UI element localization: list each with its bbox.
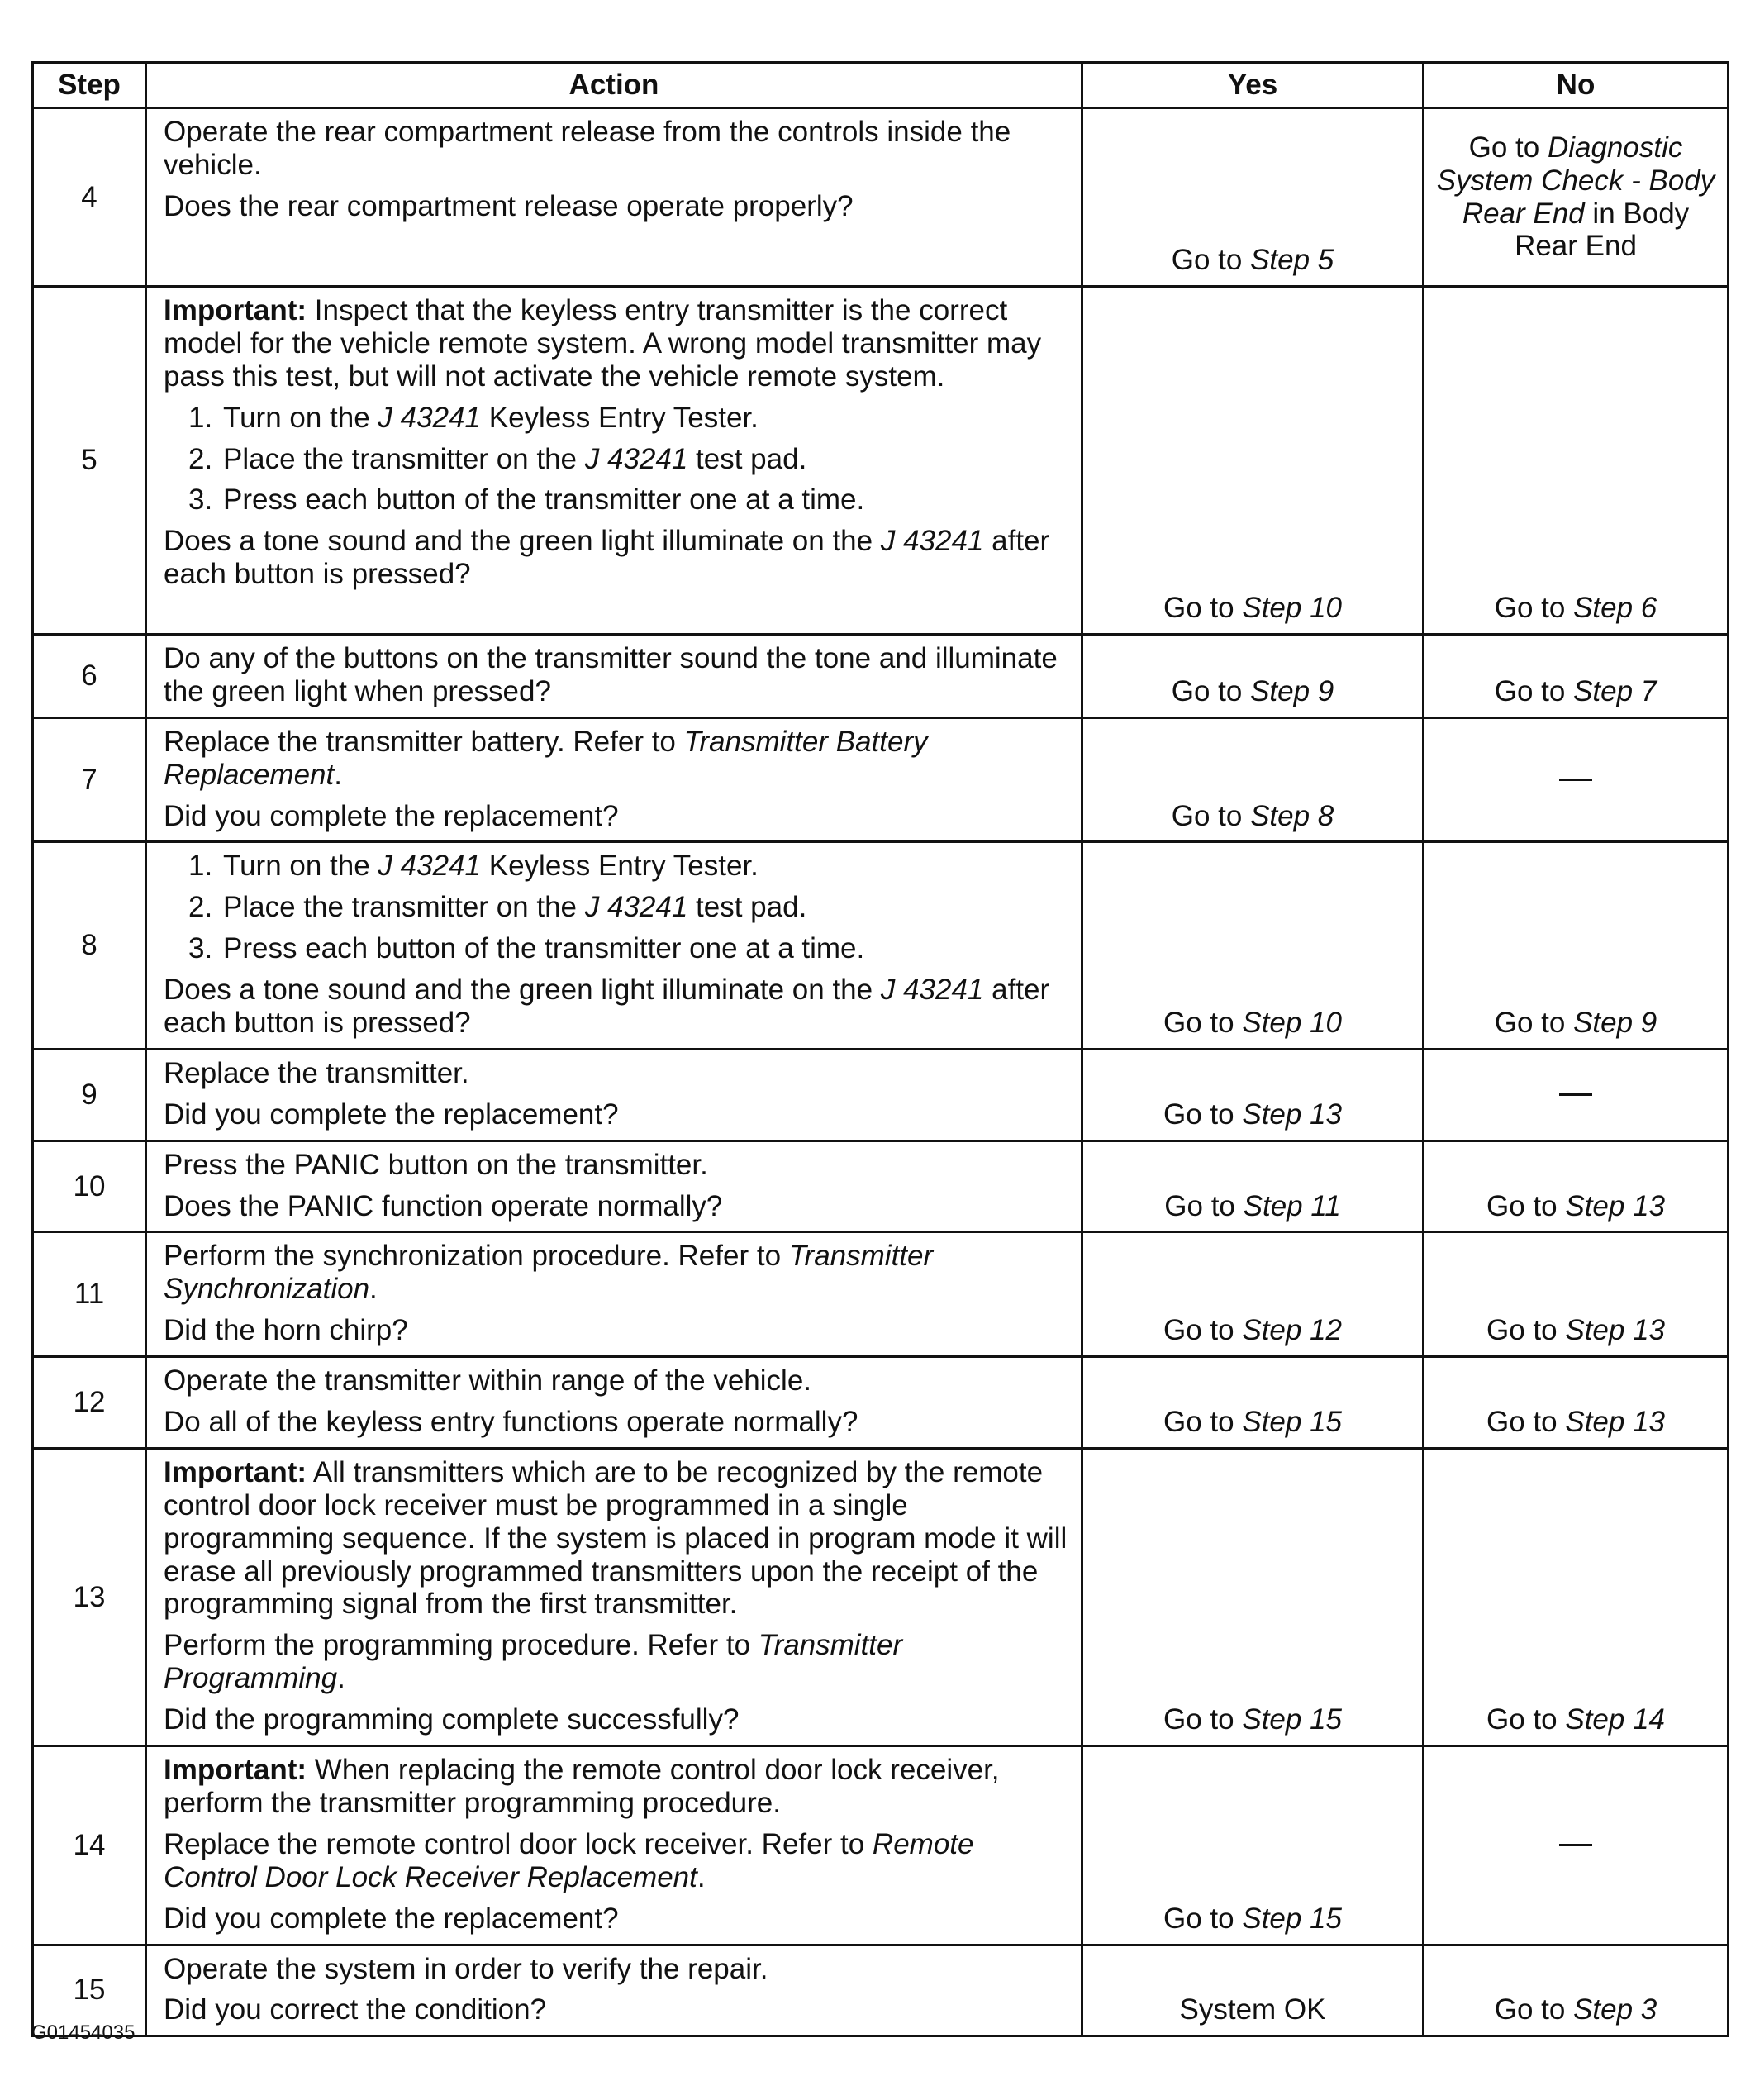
important-note — [164, 1456, 1069, 1621]
procedure-link[interactable]: Transmitter Programming — [164, 1629, 903, 1695]
action-question: Did the horn chirp? — [164, 1314, 408, 1347]
step-link[interactable]: Step 8 — [1250, 799, 1334, 832]
action-question: Did you correct the condition? — [164, 1993, 547, 2026]
step-link[interactable]: Step 13 — [1565, 1189, 1665, 1222]
important-label: Important: — [164, 294, 307, 326]
not-applicable-dash — [1559, 1844, 1592, 1846]
tool-reference: J 43241 — [880, 974, 984, 1007]
action-question: Does a tone sound and the green light illuminate on the J 43241 after each button is pressed? — [164, 974, 1050, 1040]
yes-cell: Go to Step 12 — [1082, 1232, 1424, 1357]
step-number: 13 — [33, 1448, 146, 1745]
action-cell — [146, 842, 1082, 1049]
table-header-row — [33, 63, 1729, 108]
step-number: 8 — [33, 842, 146, 1049]
action-cell — [146, 108, 1082, 287]
action-question: Did you complete the replacement? — [164, 1902, 619, 1935]
yes-cell: Go to Step 10 — [1082, 842, 1424, 1049]
step-number: 5 — [33, 287, 146, 635]
action-cell — [146, 1140, 1082, 1232]
action-cell — [146, 635, 1082, 718]
no-cell-text: in Body — [1592, 197, 1690, 230]
system-ok-text: System OK — [1179, 1993, 1326, 2026]
no-cell-text: Rear End — [1515, 230, 1637, 263]
tool-reference: J 43241 — [584, 891, 688, 924]
step-link[interactable]: Step 10 — [1242, 592, 1342, 625]
action-cell — [146, 1945, 1082, 2036]
step-number: 11 — [33, 1232, 146, 1357]
step-link[interactable]: Step 5 — [1250, 244, 1334, 277]
list-item: 2. Place the transmitter on the J 43241 test pad. — [188, 891, 807, 924]
action-cell — [146, 1232, 1082, 1357]
step-link[interactable]: Step 3 — [1573, 1993, 1658, 2026]
action-question: Does the PANIC function operate normally? — [164, 1189, 723, 1222]
list-item: 3. Press each button of the transmitter one at a time. — [188, 483, 865, 517]
procedure-list — [164, 402, 1069, 517]
action-question: Do any of the buttons on the transmitter sound the tone and illuminate the green light when pressed? — [164, 642, 1058, 707]
tool-reference: J 43241 — [584, 442, 688, 475]
yes-cell: Go to Step 10 — [1082, 287, 1424, 635]
step-link[interactable]: Step 11 — [1243, 1189, 1341, 1222]
action-text: Replace the transmitter. — [164, 1056, 469, 1089]
yes-cell: Go to Step 8 — [1082, 717, 1424, 842]
no-cell: Go to Step 6 — [1424, 287, 1729, 635]
action-cell — [146, 1357, 1082, 1449]
no-cell — [1424, 108, 1729, 287]
not-applicable-dash — [1559, 779, 1592, 781]
action-question: Did you complete the replacement? — [164, 1098, 619, 1131]
action-question: Does a tone sound and the green light illuminate on the J 43241 after each button is pressed? — [164, 525, 1050, 591]
important-text: When replacing the remote control door lock receiver, perform the transmitter programming procedure. — [164, 1754, 1000, 1819]
step-number: 9 — [33, 1049, 146, 1140]
diagnostic-check-link[interactable]: Diagnostic System Check - Body Rear End — [1436, 131, 1715, 230]
table-row — [33, 842, 1729, 1049]
table-row — [33, 635, 1729, 718]
yes-cell: Go to Step 11 — [1082, 1140, 1424, 1232]
step-number: 10 — [33, 1140, 146, 1232]
step-number: 15 — [33, 1945, 146, 2036]
table-row — [33, 1049, 1729, 1140]
procedure-link[interactable]: Transmitter Synchronization — [164, 1240, 934, 1306]
tool-reference: J 43241 — [378, 850, 481, 883]
table-row — [33, 1746, 1729, 1945]
step-number: 12 — [33, 1357, 146, 1449]
no-cell: Go to Step 3 — [1424, 1945, 1729, 2036]
action-cell — [146, 287, 1082, 635]
header-action: Action — [146, 63, 1082, 108]
action-text: Perform the programming procedure. Refer to Transmitter Programming. — [164, 1629, 903, 1695]
important-label: Important: — [164, 1754, 307, 1787]
step-number: 4 — [33, 108, 146, 287]
table-row — [33, 717, 1729, 842]
table-row — [33, 1357, 1729, 1449]
no-cell — [1424, 1746, 1729, 1945]
action-text: Operate the transmitter within range of the vehicle. — [164, 1364, 812, 1398]
yes-cell: Go to Step 15 — [1082, 1357, 1424, 1449]
procedure-link[interactable]: Transmitter Battery Replacement — [164, 725, 928, 791]
table-row — [33, 287, 1729, 635]
step-number: 7 — [33, 717, 146, 842]
step-link[interactable]: Step 14 — [1565, 1703, 1665, 1736]
yes-cell — [1082, 1945, 1424, 2036]
go-to-label: Go to — [1468, 131, 1540, 164]
list-item: 2. Place the transmitter on the J 43241 test pad. — [188, 442, 807, 475]
step-link[interactable]: Step 10 — [1242, 1007, 1342, 1040]
table-row — [33, 108, 1729, 287]
figure-code: G01454035 — [31, 2021, 136, 2044]
action-cell — [146, 1049, 1082, 1140]
no-cell — [1424, 1049, 1729, 1140]
no-cell: Go to Step 9 — [1424, 842, 1729, 1049]
action-question: Does the rear compartment release operate properly? — [164, 189, 854, 222]
header-no: No — [1424, 63, 1729, 108]
yes-cell — [1082, 108, 1424, 287]
step-link[interactable]: Step 15 — [1242, 1703, 1342, 1736]
step-link[interactable]: Step 7 — [1573, 674, 1658, 707]
step-link[interactable]: Step 15 — [1242, 1902, 1342, 1935]
important-label: Important: — [164, 1455, 307, 1488]
important-text: Inspect that the keyless entry transmitter is the correct model for the vehicle remote system. A wrong model transmitter may pass this test, but will not activate the vehicle remote system. — [164, 294, 1042, 393]
important-note — [164, 1754, 1069, 1820]
header-yes: Yes — [1082, 63, 1424, 108]
step-link[interactable]: Step 13 — [1565, 1406, 1665, 1439]
action-cell — [146, 717, 1082, 842]
action-question: Did you complete the replacement? — [164, 799, 619, 832]
step-number: 14 — [33, 1746, 146, 1945]
no-cell: Go to Step 7 — [1424, 635, 1729, 718]
yes-cell: Go to Step 15 — [1082, 1448, 1424, 1745]
step-link[interactable]: Step 13 — [1565, 1314, 1665, 1347]
step-link[interactable]: Step 15 — [1242, 1406, 1342, 1439]
step-link[interactable]: Step 13 — [1242, 1098, 1342, 1131]
important-note — [164, 294, 1069, 393]
no-cell: Go to Step 13 — [1424, 1232, 1729, 1357]
action-question: Did the programming complete successfully? — [164, 1703, 740, 1736]
yes-cell: Go to Step 13 — [1082, 1049, 1424, 1140]
action-text: Replace the remote control door lock receiver. Refer to Remote Control Door Lock Receiver Replacement. — [164, 1827, 974, 1893]
table-row — [33, 1945, 1729, 2036]
action-text: Perform the synchronization procedure. Refer to Transmitter Synchronization. — [164, 1240, 934, 1306]
step-link[interactable]: Step 9 — [1250, 674, 1334, 707]
not-applicable-dash — [1559, 1093, 1592, 1096]
list-item: 1. Turn on the J 43241 Keyless Entry Tester. — [188, 401, 759, 434]
important-text: All transmitters which are to be recognized by the remote control door lock receiver must be programmed in a single programming sequence. If the system is placed in program mode it will erase all previously programmed transmitters upon the receipt of the programming signal from the first transmitter. — [164, 1455, 1068, 1621]
procedure-link[interactable]: Remote Control Door Lock Receiver Replacement — [164, 1827, 974, 1893]
no-cell: Go to Step 13 — [1424, 1140, 1729, 1232]
yes-cell: Go to Step 15 — [1082, 1746, 1424, 1945]
action-text: Operate the system in order to verify the repair. — [164, 1952, 768, 1985]
table-row — [33, 1448, 1729, 1745]
no-cell: Go to Step 13 — [1424, 1357, 1729, 1449]
header-step: Step — [33, 63, 146, 108]
tool-reference: J 43241 — [378, 401, 481, 434]
list-item: 3. Press each button of the transmitter one at a time. — [188, 932, 865, 965]
yes-cell: Go to Step 9 — [1082, 635, 1424, 718]
list-item: 1. Turn on the J 43241 Keyless Entry Tester. — [188, 850, 759, 883]
action-text: Press the PANIC button on the transmitter. — [164, 1148, 708, 1181]
table-row — [33, 1140, 1729, 1232]
step-number: 6 — [33, 635, 146, 718]
no-cell: Go to Step 14 — [1424, 1448, 1729, 1745]
table-row — [33, 1232, 1729, 1357]
step-link[interactable]: Step 12 — [1242, 1314, 1342, 1347]
step-link[interactable]: Step 6 — [1573, 592, 1658, 625]
action-text: Operate the rear compartment release from the controls inside the vehicle. — [164, 116, 1011, 181]
diagnostic-table — [31, 61, 1729, 2037]
step-link[interactable]: Step 9 — [1573, 1007, 1658, 1040]
action-question: Do all of the keyless entry functions operate normally? — [164, 1406, 858, 1439]
action-cell — [146, 1746, 1082, 1945]
no-cell — [1424, 717, 1729, 842]
action-text: Replace the transmitter battery. Refer to Transmitter Battery Replacement. — [164, 725, 928, 791]
procedure-list — [164, 850, 1069, 965]
go-to-label: Go to — [1171, 244, 1243, 277]
tool-reference: J 43241 — [880, 525, 984, 558]
action-cell — [146, 1448, 1082, 1745]
